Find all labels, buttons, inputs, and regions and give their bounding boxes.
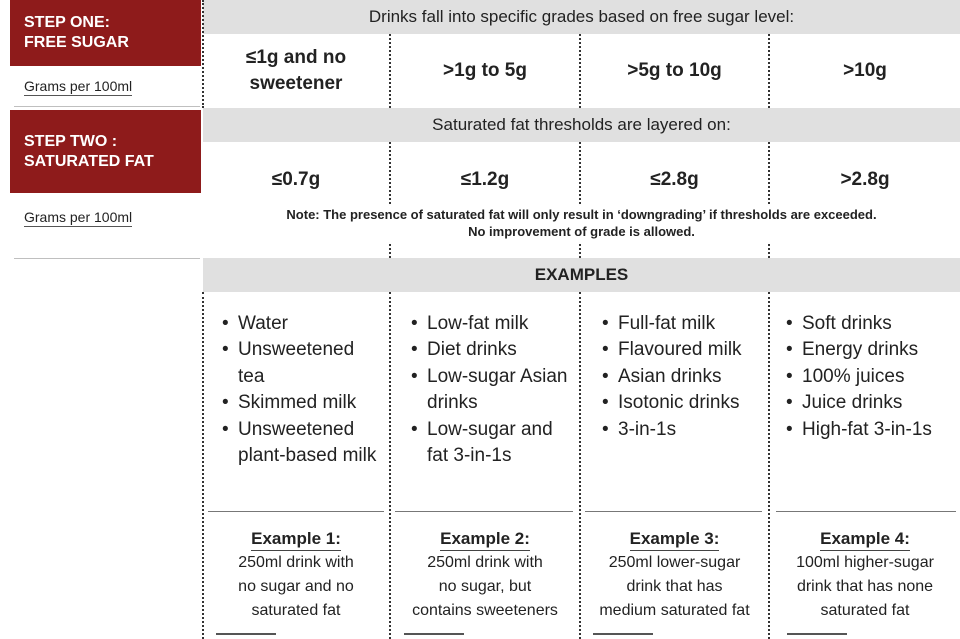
- note: [203, 206, 960, 240]
- column-separator: [389, 244, 391, 258]
- examples-header: EXAMPLES: [203, 258, 960, 292]
- list-item: • Energy drinks: [786, 337, 958, 363]
- example-4: [770, 528, 960, 623]
- list-item: • Full-fat milk: [602, 311, 767, 337]
- fat-level-4: >2.8g: [840, 169, 890, 190]
- example-3-desc-line1: 250ml lower-sugar: [608, 554, 741, 571]
- sugar-level-4: >10g: [843, 60, 887, 81]
- fat-header: Saturated fat thresholds are layered on:: [203, 108, 960, 142]
- list-item: • Isotonic drinks: [602, 390, 767, 416]
- list-item: • Unsweetened plant-based milk: [222, 417, 382, 470]
- step-one-title-line1: STEP ONE:: [24, 14, 110, 31]
- example-list-3: [602, 311, 767, 443]
- example-3-desc-line2: drink that has: [626, 578, 723, 595]
- list-item: • 3-in-1s: [602, 417, 767, 443]
- divider: [14, 258, 200, 259]
- example-3: [581, 528, 768, 623]
- step-two-title-line2: SATURATED FAT: [24, 152, 154, 170]
- sugar-level-2: >1g to 5g: [443, 60, 527, 81]
- example-4-title: Example 4:: [820, 528, 910, 551]
- fat-level-2: ≤1.2g: [460, 169, 510, 190]
- example-1-desc-line3: saturated fat: [251, 602, 341, 619]
- example-1-title: Example 1:: [251, 528, 341, 551]
- divider: [216, 633, 276, 635]
- example-2-desc-line2: no sugar, but: [438, 578, 532, 595]
- sugar-header: Drinks fall into specific grades based on free sugar level:: [203, 0, 960, 34]
- example-1-desc-line1: 250ml drink with: [238, 554, 354, 571]
- sugar-level-1-line2: sweetener: [249, 73, 343, 94]
- list-item: • Water: [222, 311, 382, 337]
- list-item: • Juice drinks: [786, 390, 958, 416]
- example-2-desc-line1: 250ml drink with: [427, 554, 543, 571]
- example-4-desc-line2: drink that has none: [796, 578, 934, 595]
- divider: [585, 511, 762, 512]
- step-one-unit: Grams per 100ml: [24, 78, 133, 94]
- divider: [404, 633, 464, 635]
- list-item: • Flavoured milk: [602, 337, 767, 363]
- example-1: [203, 528, 389, 623]
- example-3-desc-line3: medium saturated fat: [599, 602, 750, 619]
- list-item: • Low-sugar and fat 3-in-1s: [411, 417, 576, 470]
- divider: [593, 633, 653, 635]
- list-item: • High-fat 3-in-1s: [786, 417, 958, 443]
- divider: [208, 511, 384, 512]
- list-item: • 100% juices: [786, 364, 958, 390]
- list-item: • Unsweetened tea: [222, 337, 382, 390]
- example-4-desc-line3: saturated fat: [820, 602, 910, 619]
- list-item: • Soft drinks: [786, 311, 958, 337]
- step-one-label: [10, 0, 201, 66]
- list-item: • Diet drinks: [411, 337, 576, 363]
- example-list-1: [222, 311, 382, 469]
- step-two-title-line1: STEP TWO :: [24, 132, 118, 150]
- example-4-desc-line1: 100ml higher-sugar: [796, 554, 934, 571]
- example-3-title: Example 3:: [630, 528, 720, 551]
- example-list-2: [411, 311, 576, 469]
- example-2-desc-line3: contains sweeteners: [412, 602, 558, 619]
- list-item: • Skimmed milk: [222, 390, 382, 416]
- example-2-title: Example 2:: [440, 528, 530, 551]
- divider: [395, 511, 573, 512]
- sugar-level-1: [203, 34, 389, 108]
- list-item: • Asian drinks: [602, 364, 767, 390]
- column-separator: [768, 244, 770, 258]
- fat-level-3: ≤2.8g: [650, 169, 699, 190]
- divider: [776, 511, 956, 512]
- step-one-title-line2: FREE SUGAR: [24, 34, 129, 51]
- example-list-4: [786, 311, 958, 443]
- example-2: [391, 528, 579, 623]
- list-item: • Low-sugar Asian drinks: [411, 364, 576, 417]
- fat-level-1: ≤0.7g: [271, 169, 321, 190]
- divider: [787, 633, 847, 635]
- list-item: • Low-fat milk: [411, 311, 576, 337]
- note-line2: No improvement of grade is allowed.: [468, 224, 695, 239]
- step-two-unit: Grams per 100ml: [24, 209, 133, 225]
- sugar-level-3: >5g to 10g: [627, 60, 722, 81]
- divider: [14, 106, 200, 107]
- note-line1: Note: The presence of saturated fat will only result in ‘downgrading’ if thresholds are exceeded.: [286, 207, 877, 222]
- column-separator: [579, 244, 581, 258]
- sugar-level-1-line1: ≤1g and no: [245, 47, 347, 68]
- example-1-desc-line2: no sugar and no: [238, 578, 354, 595]
- step-two-label: [10, 110, 201, 193]
